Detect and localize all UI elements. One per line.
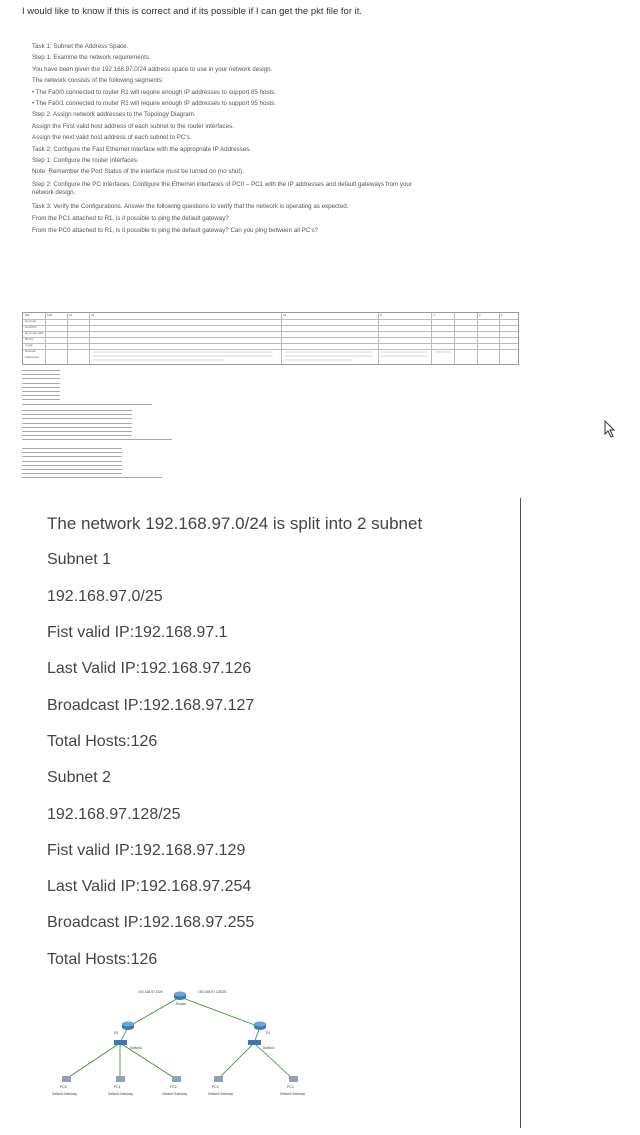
table-cell: 16 bbox=[283, 313, 287, 317]
pc-icon bbox=[116, 1076, 125, 1082]
table-cell: 2 bbox=[479, 313, 481, 317]
task-line: You have been given the 192.168.97.0/24 address space to use in your network design. bbox=[32, 65, 273, 73]
calc-notes-1 bbox=[22, 370, 172, 408]
task-line: Task 2: Configure the Fast Ethernet Interface with the appropriate IP Addresses. bbox=[32, 145, 251, 153]
table-cell: 128 bbox=[47, 313, 53, 317]
gw-label: Default Gateway bbox=[162, 1092, 188, 1096]
task-line: Task 3: Verify the Configurations. Answer the following questions to verify that the network is operating as expected. bbox=[32, 202, 349, 210]
mouse-cursor-icon bbox=[604, 420, 616, 438]
switch-right-icon bbox=[248, 1040, 261, 1045]
calc-notes-3 bbox=[22, 448, 172, 482]
answer-line: Subnet 2 bbox=[47, 769, 112, 786]
task-line: Step 1: Configure the router interfaces. bbox=[32, 156, 139, 164]
table-cell: 4 bbox=[433, 313, 435, 317]
pc-icons bbox=[62, 1076, 298, 1082]
task-line: Assign the next valid host address of each subnet to PC's. bbox=[32, 134, 192, 142]
table-row-label: Legal bbox=[25, 343, 33, 347]
table-row-label: Addresses bbox=[25, 355, 40, 359]
table-row-label: Network bbox=[25, 349, 37, 353]
table-row-label: Binary bbox=[25, 337, 34, 341]
switch-left-icon bbox=[114, 1040, 127, 1045]
pc-icon bbox=[214, 1076, 223, 1082]
task-line: Assign the First valid host address of each subnet to the router interfaces. bbox=[32, 122, 234, 130]
task-line: Step 2. Assign network addresses to the Topology Diagram. bbox=[32, 111, 196, 119]
answer-line: Last Valid IP:192.168.97.254 bbox=[47, 878, 252, 895]
table-cell: 8 bbox=[380, 313, 382, 317]
subnet-table-thumbnail bbox=[22, 312, 519, 365]
task-line: • The Fa0/1 connected to router R1 will require enough IP addresses to support 95 hosts. bbox=[32, 99, 277, 107]
gw-label: Default Gateway bbox=[208, 1092, 234, 1096]
answer-line: Total Hosts:126 bbox=[47, 733, 158, 750]
device-label: Switch1 bbox=[263, 1046, 275, 1050]
answer-line: Fist valid IP:192.168.97.129 bbox=[47, 842, 246, 859]
device-label: R2 bbox=[266, 1031, 271, 1035]
gw-label: Default Gateway bbox=[280, 1092, 306, 1096]
net-label: 192.168.97.0/25 bbox=[138, 990, 163, 994]
answer-line: Fist valid IP:192.168.97.1 bbox=[47, 624, 228, 641]
network-topology-diagram bbox=[48, 985, 378, 1103]
pc-label: PC3 bbox=[212, 1085, 219, 1089]
answer-line: Broadcast IP:192.168.97.127 bbox=[47, 697, 255, 714]
net-label: 192.168.97.128/25 bbox=[198, 990, 227, 994]
router-top-icon bbox=[174, 992, 186, 1001]
router-left-icon bbox=[122, 1022, 134, 1031]
gw-label: Default Gateway bbox=[108, 1092, 134, 1096]
table-cell: 1 bbox=[501, 313, 503, 317]
answer-intro: The network 192.168.97.0/24 is split into 2 subnet bbox=[47, 514, 423, 533]
pc-label: PC1 bbox=[114, 1085, 121, 1089]
table-scribble bbox=[23, 313, 520, 366]
router-right-icon bbox=[254, 1022, 266, 1031]
task-instructions bbox=[32, 44, 412, 239]
question-text: I would like to know if this is correct and if its possible if I can get the pkt file for it. bbox=[22, 6, 363, 17]
table-cell: 32 bbox=[91, 313, 95, 317]
table-row-label: Bits bbox=[25, 313, 31, 317]
pc-label: PC2 bbox=[170, 1085, 177, 1089]
answer-line: Subnet 1 bbox=[47, 551, 112, 568]
task-line: • The Fa0/0 connected to router R1 will require enough IP addresses to support 85 hosts. bbox=[32, 88, 277, 96]
task-line: Step 2: Configure the PC interfaces. Configure the Ethernet interfaces of PC0 – PC1 with the IP addresses and default gateways from your network design. bbox=[32, 180, 412, 197]
task-line: Step 1. Examine the network requirements. bbox=[32, 54, 151, 62]
device-label: Router bbox=[176, 1002, 187, 1006]
pc-icon bbox=[172, 1076, 181, 1082]
task-line: From the PC0 attached to R1, is it possible to ping the default gateway? Can you ping between all PC's? bbox=[32, 226, 318, 234]
answer-line: Broadcast IP:192.168.97.255 bbox=[47, 914, 255, 931]
task-line: From the PC1 attached to R1, is it possible to ping the default gateway? bbox=[32, 215, 229, 223]
pc-icon bbox=[62, 1076, 71, 1082]
pc-label: PC4 bbox=[287, 1085, 294, 1089]
device-label: Switch0 bbox=[130, 1046, 142, 1050]
table-row-label: Decimal bbox=[25, 319, 36, 323]
gw-label: Default Gateway bbox=[52, 1092, 78, 1096]
answer-line: 192.168.97.128/25 bbox=[47, 806, 181, 823]
device-label: R1 bbox=[114, 1031, 119, 1035]
answer-line: Total Hosts:126 bbox=[47, 951, 158, 968]
table-row-label: Host/IPs bbox=[25, 325, 37, 329]
task-line: The network consists of the following segments: bbox=[32, 77, 164, 85]
table-cell: 64 bbox=[69, 313, 73, 317]
answer-line: 192.168.97.0/25 bbox=[47, 588, 163, 605]
pc-icon bbox=[289, 1076, 298, 1082]
pc-label: PC0 bbox=[60, 1085, 67, 1089]
calc-notes-2 bbox=[22, 410, 172, 444]
table-row-label: Decimal value bbox=[25, 331, 44, 335]
answer-line: Last Valid IP:192.168.97.126 bbox=[47, 660, 252, 677]
task-line: Task 1: Subnet the Address Space. bbox=[32, 43, 129, 50]
task-line: Note: Remember the Port Status of the interface must be turned on (no shut). bbox=[32, 168, 244, 176]
